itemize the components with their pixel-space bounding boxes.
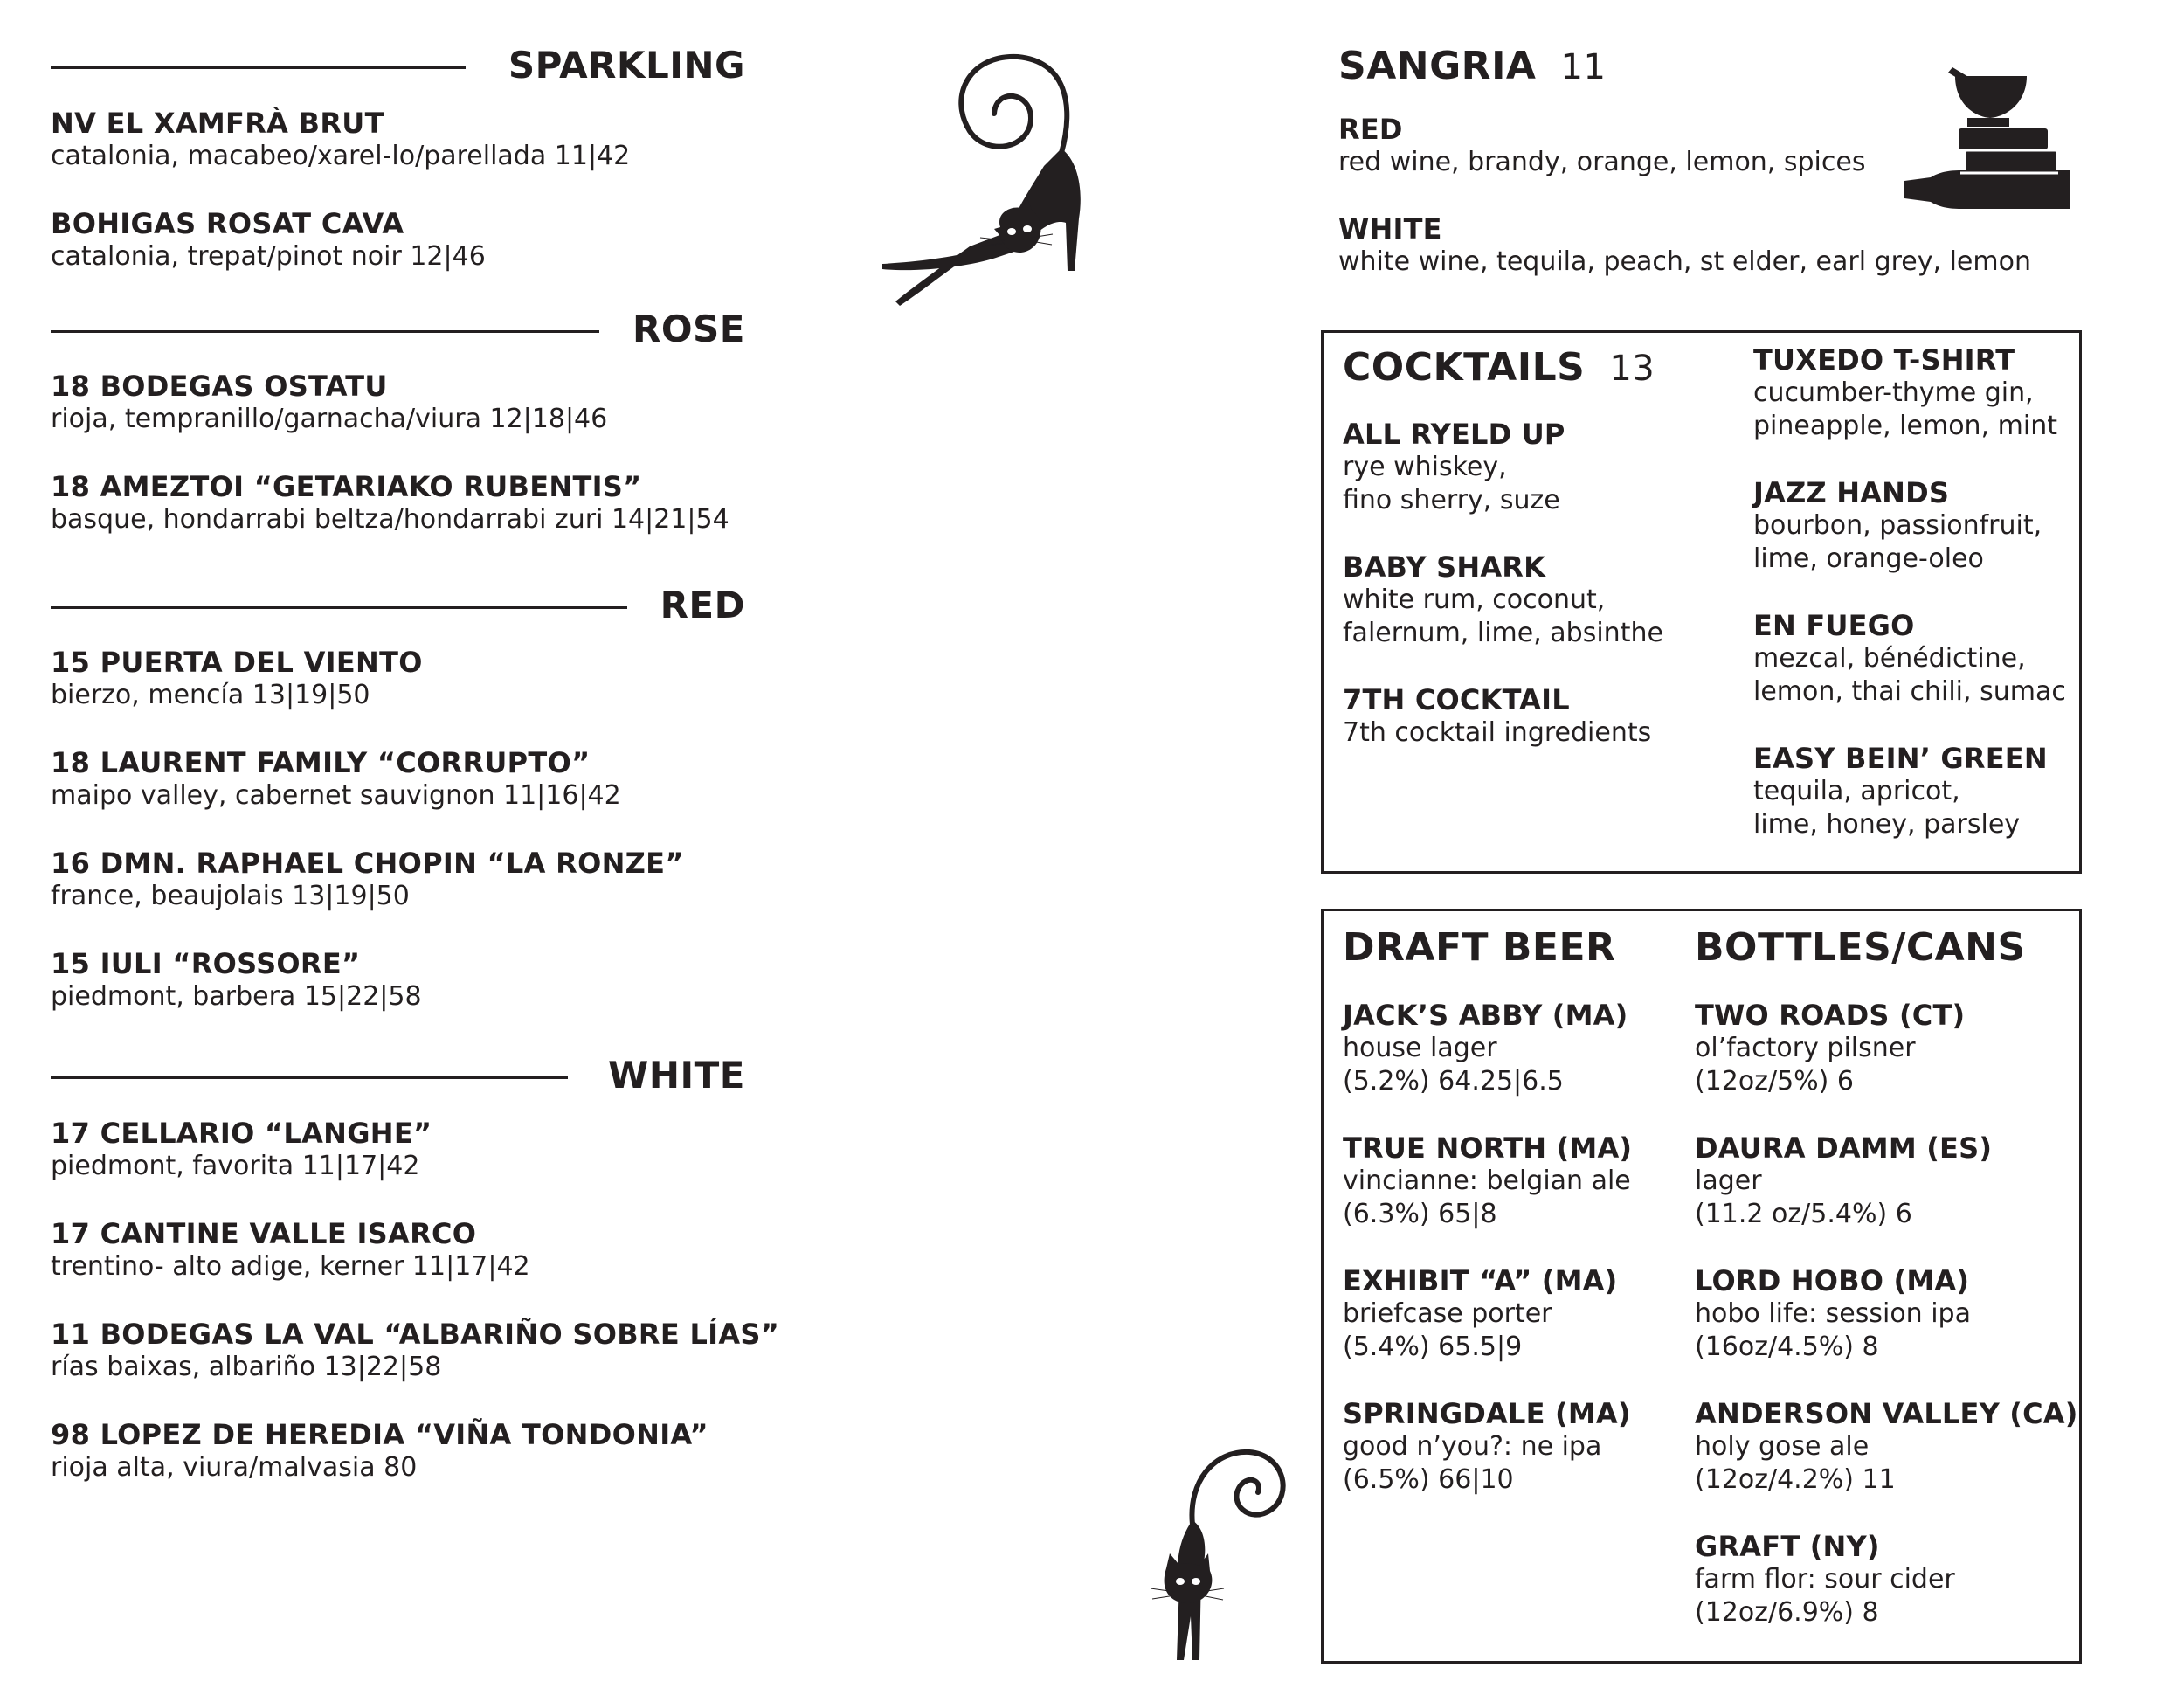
wine-name: 11 BODEGAS LA VAL “ALBARIÑO SOBRE LÍAS” (51, 1318, 780, 1351)
cocktail-desc: lime, honey, parsley (1753, 809, 2021, 840)
cocktail-desc: mezcal, bénédictine, (1753, 643, 2026, 674)
beer-name: EXHIBIT “A” (MA) (1343, 1264, 1618, 1297)
beer-name: ANDERSON VALLEY (CA) (1695, 1397, 2078, 1430)
sangria-title-text: SANGRIA (1338, 44, 1537, 88)
beer-item (1343, 1397, 1683, 1497)
beer-desc: briefcase porter (1343, 1298, 1552, 1329)
beer-desc: (12oz/5%) 6 (1695, 1066, 1855, 1097)
wine-item (51, 1418, 767, 1484)
wine-desc: bierzo, mencía 13|19|50 (51, 680, 370, 710)
cocktail-desc: falernum, lime, absinthe (1343, 618, 1663, 648)
cocktail-desc: tequila, apricot, (1753, 776, 1960, 806)
cocktail-name: BABY SHARK (1343, 550, 1546, 584)
wine-item (51, 370, 767, 436)
sparkling-rule (51, 66, 466, 69)
rose-title: ROSE (632, 308, 745, 350)
cocktail-item (1343, 550, 1727, 650)
wine-name: BOHIGAS ROSAT CAVA (51, 207, 404, 240)
red-header (51, 582, 745, 629)
beer-item (1695, 999, 2079, 1098)
sangria-section (1338, 42, 2031, 279)
wine-item (51, 847, 767, 913)
wine-name: 16 DMN. RAPHAEL CHOPIN “LA RONZE” (51, 847, 684, 880)
beer-name: TWO ROADS (CT) (1695, 999, 1966, 1032)
wine-item (51, 947, 767, 1013)
beer-item (1695, 1131, 2079, 1231)
sangria-item-name: WHITE (1338, 212, 1442, 246)
beer-desc: ol’factory pilsner (1695, 1033, 1916, 1063)
beer-desc: farm flor: sour cider (1695, 1564, 1955, 1595)
wine-name: 18 AMEZTOI “GETARIAKO RUBENTIS” (51, 470, 642, 503)
red-rule (51, 606, 627, 609)
sitting-cat-icon (1140, 1442, 1315, 1669)
beer-desc: hobo life: session ipa (1695, 1298, 1971, 1329)
wine-desc: piedmont, favorita 11|17|42 (51, 1151, 420, 1181)
wine-desc: basque, hondarrabi beltza/hondarrabi zuri 14|21|54 (51, 504, 729, 535)
cocktail-item (1753, 609, 2077, 709)
wine-desc: trentino- alto adige, kerner 11|17|42 (51, 1251, 530, 1282)
beer-item (1343, 999, 1683, 1098)
sangria-item (1338, 113, 1897, 179)
beer-desc: good n’you?: ne ipa (1343, 1431, 1602, 1462)
wine-item (51, 107, 767, 173)
draft-beer-column (1343, 924, 1683, 1497)
wine-desc: rioja alta, viura/malvasia 80 (51, 1452, 418, 1483)
stretching-cat-icon (865, 44, 1101, 315)
wine-desc: catalonia, macabeo/xarel-lo/parellada 11|42 (51, 141, 631, 171)
wine-item (51, 746, 767, 813)
cocktail-desc: rye whiskey, (1343, 452, 1507, 482)
beer-name: JACK’S ABBY (MA) (1343, 999, 1628, 1032)
wine-desc: maipo valley, cabernet sauvignon 11|16|42 (51, 780, 621, 811)
cocktail-name: EASY BEIN’ GREEN (1753, 742, 2048, 775)
sparkling-header (51, 42, 745, 89)
beer-box (1321, 909, 2082, 1664)
beer-desc: (12oz/4.2%) 11 (1695, 1464, 1896, 1495)
beer-desc: (11.2 oz/5.4%) 6 (1695, 1199, 1912, 1229)
cocktail-desc: lemon, thai chili, sumac (1753, 676, 2066, 707)
wine-item (51, 470, 767, 536)
cocktail-desc: pineapple, lemon, mint (1753, 411, 2057, 441)
sangria-item-name: RED (1338, 113, 1403, 146)
mortar-books-bottle-icon (1896, 48, 2088, 218)
beer-desc: (6.3%) 65|8 (1343, 1199, 1497, 1229)
cocktail-name: JAZZ HANDS (1753, 476, 1950, 509)
wine-desc: catalonia, trepat/pinot noir 12|46 (51, 241, 486, 272)
cocktail-name: ALL RYELD UP (1343, 418, 1565, 451)
cocktail-item (1343, 418, 1727, 517)
cocktails-price: 13 (1609, 349, 1655, 389)
white-rule (51, 1076, 568, 1079)
sangria-item-desc: white wine, tequila, peach, st elder, earl grey, lemon (1338, 246, 2031, 277)
beer-name: GRAFT (NY) (1695, 1530, 1880, 1563)
wine-item (51, 1318, 780, 1384)
cocktail-name: TUXEDO T-SHIRT (1753, 343, 2015, 377)
beer-name: SPRINGDALE (MA) (1343, 1397, 1631, 1430)
wine-name: NV EL XAMFRÀ BRUT (51, 107, 384, 140)
wine-name: 18 LAURENT FAMILY “CORRUPTO” (51, 746, 591, 779)
cocktails-box (1321, 330, 2082, 874)
beer-desc: lager (1695, 1166, 1762, 1196)
sangria-item-desc: red wine, brandy, orange, lemon, spices (1338, 147, 1866, 177)
beer-item (1343, 1131, 1683, 1231)
cocktail-desc: white rum, coconut, (1343, 585, 1606, 615)
beer-desc: (12oz/6.9%) 8 (1695, 1597, 1879, 1628)
wine-item (51, 1117, 767, 1183)
sangria-item (1338, 212, 2031, 279)
cocktails-right-column (1753, 343, 2077, 841)
beer-name: LORD HOBO (MA) (1695, 1264, 1970, 1297)
beer-item (1695, 1264, 2079, 1364)
beer-item (1695, 1530, 2079, 1629)
beer-item (1695, 1397, 2079, 1497)
cocktail-desc: 7th cocktail ingredients (1343, 717, 1652, 748)
wine-name: 98 LOPEZ DE HEREDIA “VIÑA TONDONIA” (51, 1418, 708, 1451)
wine-name: 18 BODEGAS OSTATU (51, 370, 388, 403)
cocktails-left-column (1343, 343, 1727, 750)
cocktail-desc: bourbon, passionfruit, (1753, 510, 2042, 541)
cocktail-name: EN FUEGO (1753, 609, 1915, 642)
bottles-cans-title: BOTTLES/CANS (1695, 925, 2026, 970)
rose-rule (51, 330, 599, 333)
red-title: RED (660, 584, 745, 626)
cocktail-item (1343, 683, 1727, 750)
wine-desc: piedmont, barbera 15|22|58 (51, 981, 422, 1012)
bottles-cans-column (1695, 924, 2079, 1629)
beer-desc: (16oz/4.5%) 8 (1695, 1332, 1879, 1362)
beer-item (1343, 1264, 1683, 1364)
sangria-title (1338, 42, 1897, 92)
cocktail-name: 7TH COCKTAIL (1343, 683, 1570, 716)
beer-desc: (5.2%) 64.25|6.5 (1343, 1066, 1564, 1097)
cocktails-title (1343, 343, 1727, 393)
beer-desc: (6.5%) 66|10 (1343, 1464, 1514, 1495)
rose-header (51, 306, 745, 353)
draft-beer-title: DRAFT BEER (1343, 925, 1616, 970)
cocktail-desc: fino sherry, suze (1343, 485, 1560, 515)
beer-desc: holy gose ale (1695, 1431, 1870, 1462)
wine-desc: rioja, tempranillo/garnacha/viura 12|18|46 (51, 404, 608, 434)
beer-desc: (5.4%) 65.5|9 (1343, 1332, 1523, 1362)
cocktail-item (1753, 343, 2077, 443)
beer-name: TRUE NORTH (MA) (1343, 1131, 1633, 1165)
wine-name: 15 IULI “ROSSORE” (51, 947, 361, 980)
white-title: WHITE (608, 1054, 745, 1097)
sangria-price: 11 (1560, 47, 1607, 87)
cocktails-title-text: COCKTAILS (1343, 345, 1586, 390)
beer-desc: house lager (1343, 1033, 1497, 1063)
cocktail-desc: cucumber-thyme gin, (1753, 377, 2034, 408)
wine-name: 15 PUERTA DEL VIENTO (51, 646, 423, 679)
beer-desc: vincianne: belgian ale (1343, 1166, 1631, 1196)
cocktail-desc: lime, orange-oleo (1753, 543, 1984, 574)
wine-name: 17 CANTINE VALLE ISARCO (51, 1217, 477, 1250)
cocktail-item (1753, 476, 2077, 576)
wine-desc: rías baixas, albariño 13|22|58 (51, 1352, 442, 1382)
cocktail-item (1753, 742, 2077, 841)
wine-name: 17 CELLARIO “LANGHE” (51, 1117, 432, 1150)
wine-item (51, 1217, 767, 1283)
beer-name: DAURA DAMM (ES) (1695, 1131, 1993, 1165)
white-header (51, 1052, 745, 1099)
sparkling-title: SPARKLING (508, 44, 745, 86)
wine-item (51, 646, 767, 712)
wine-desc: france, beaujolais 13|19|50 (51, 881, 410, 911)
wine-item (51, 207, 767, 273)
